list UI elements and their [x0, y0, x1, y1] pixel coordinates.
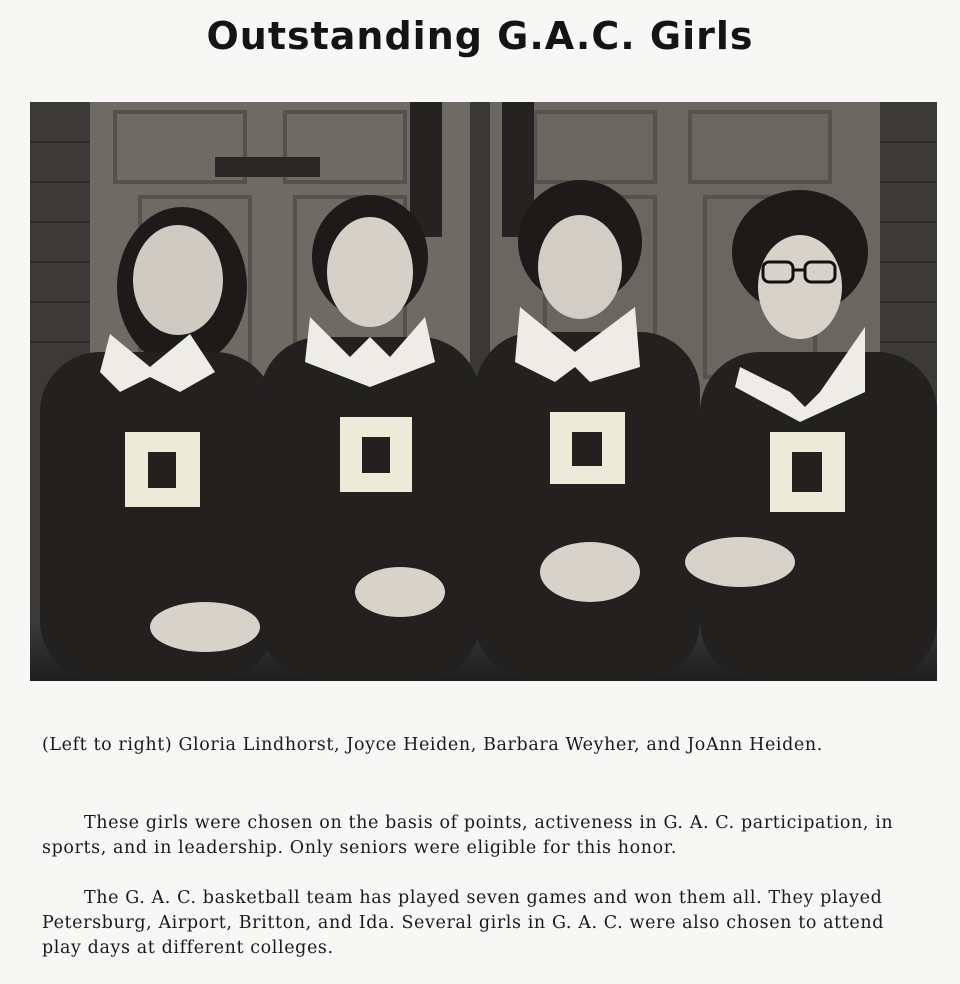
group-photo — [30, 102, 937, 681]
page-title: Outstanding G.A.C. Girls — [206, 14, 754, 58]
body-paragraph-2: The G. A. C. basketball team has played seven games and won them all. They played Petersburg, Airport, Britton, and Ida. Several girls in G. A. C. were also chosen to attend play days at different colleges. — [42, 888, 885, 958]
photo-caption: (Left to right) Gloria Lindhorst, Joyce Heiden, Barbara Weyher, and JoAnn Heiden. — [42, 735, 823, 755]
body-paragraph-1: These girls were chosen on the basis of points, activeness in G. A. C. participation, in sports, and in leadership. Only seniors were eligible for this honor. — [42, 813, 894, 858]
door-handle-left — [410, 102, 442, 237]
mail-slot — [215, 157, 320, 177]
